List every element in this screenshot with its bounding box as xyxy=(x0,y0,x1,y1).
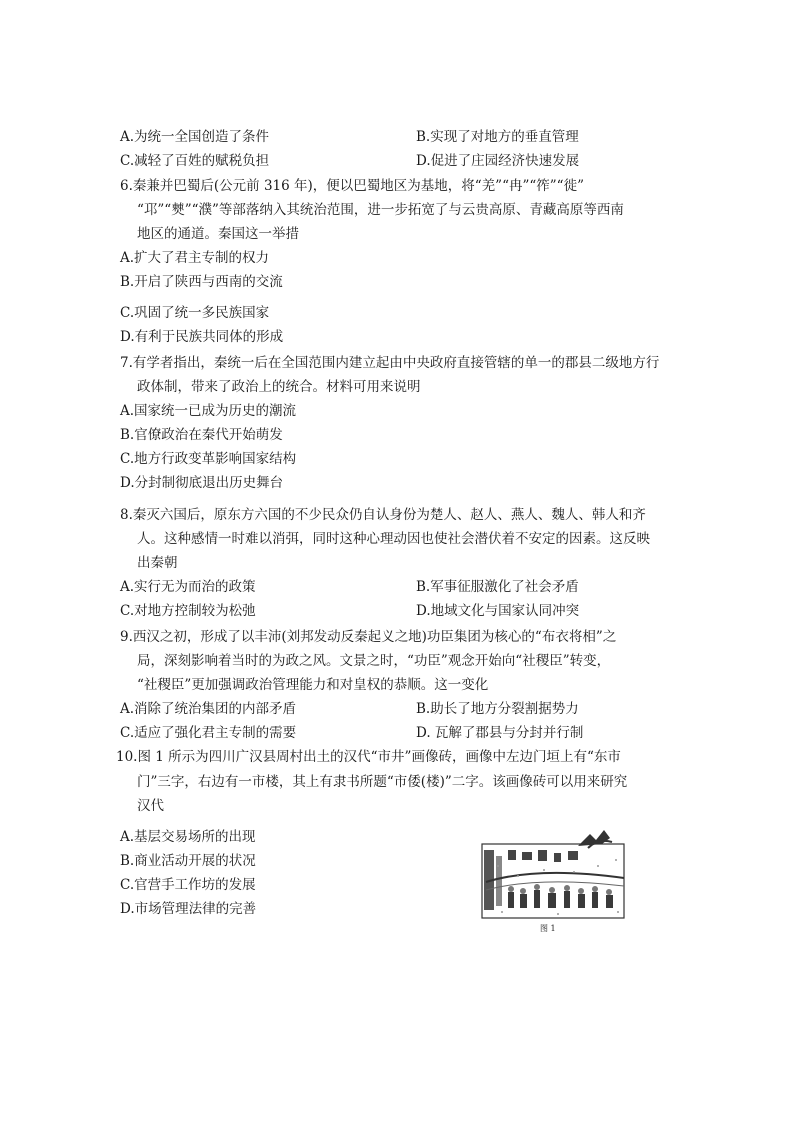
q8-option-b: B.军事征服激化了社会矛盾 xyxy=(416,579,579,595)
q8-stem-line-3: 出秦朝 xyxy=(137,555,178,571)
market-brick-figure xyxy=(478,826,628,922)
q7-stem-line-1: 7.有学者指出，秦统一后在全国范围内建立起由中央政府直接管辖的单一的郡县二级地方行 xyxy=(120,355,660,371)
q10-option-b: B.商业活动开展的状况 xyxy=(120,853,256,869)
q6-option-c: C.巩固了统一多民族国家 xyxy=(120,305,270,321)
q5-option-c: C.减轻了百姓的赋税负担 xyxy=(120,153,270,169)
q9-stem-line-3: “社稷臣”更加强调政治管理能力和对皇权的恭顺。这一变化 xyxy=(137,677,489,693)
q10-option-c: C.官营手工作坊的发展 xyxy=(120,877,256,893)
q9-stem-line-1: 9.西汉之初，形成了以丰沛(刘邦发动反秦起义之地)功臣集团为核心的“布衣将相”之 xyxy=(120,629,617,645)
q6-stem-line-1: 6.秦兼并巴蜀后(公元前 316 年)，便以巴蜀地区为基地，将“羌”“冉”“筰”“徙” xyxy=(120,178,584,194)
q7-option-b: B.官僚政治在秦代开始萌发 xyxy=(120,427,283,443)
figure-caption: 图 1 xyxy=(540,924,556,933)
q8-option-c: C.对地方控制较为松弛 xyxy=(120,603,256,619)
q10-option-d: D.市场管理法律的完善 xyxy=(120,901,257,917)
q5-option-b: B.实现了对地方的垂直管理 xyxy=(416,129,579,145)
q6-option-d: D.有利于民族共同体的形成 xyxy=(120,329,284,345)
q7-option-c: C.地方行政变革影响国家结构 xyxy=(120,451,297,467)
q9-option-b: B.助长了地方分裂割据势力 xyxy=(416,701,579,717)
q9-option-d: D. 瓦解了郡县与分封并行制 xyxy=(416,725,584,741)
q8-option-d: D.地域文化与国家认同冲突 xyxy=(416,603,580,619)
q10-stem-line-3: 汉代 xyxy=(137,798,164,814)
q6-option-b: B.开启了陕西与西南的交流 xyxy=(120,274,283,290)
q8-stem-line-1: 8.秦灭六国后，原东方六国的不少民众仍自认身份为楚人、赵人、燕人、魏人、韩人和齐 xyxy=(120,507,646,523)
q10-option-a: A.基层交易场所的出现 xyxy=(120,829,256,845)
q5-option-a: A.为统一全国创造了条件 xyxy=(120,129,270,145)
q7-option-d: D.分封制彻底退出历史舞台 xyxy=(120,475,284,491)
q10-stem-line-2: 门”三字，右边有一市楼，其上有隶书所题“市倭(楼)”二字。该画像砖可以用来研究 xyxy=(137,774,628,790)
q8-option-a: A.实行无为而治的政策 xyxy=(120,579,256,595)
q6-stem-line-2: “邛”“僰”“濮”等部落纳入其统治范围，进一步拓宽了与云贵高原、青藏高原等西南 xyxy=(137,202,624,218)
q9-option-c: C.适应了强化君主专制的需要 xyxy=(120,725,297,741)
q6-stem-line-3: 地区的通道。秦国这一举措 xyxy=(137,226,299,242)
q6-option-a: A.扩大了君主专制的权力 xyxy=(120,250,270,266)
q9-stem-line-2: 局，深刻影响着当时的为政之风。文景之时，“功臣”观念开始向“社稷臣”转变， xyxy=(137,653,611,669)
market-brick-image xyxy=(478,826,628,922)
q10-stem-line-1: 10.图 1 所示为四川广汉县周村出土的汉代“市井”画像砖，画像中左边门垣上有“东市 xyxy=(116,749,621,765)
q7-stem-line-2: 政体制，带来了政治上的统合。材料可用来说明 xyxy=(137,379,421,395)
q8-stem-line-2: 人。这种感情一时难以消弭，同时这种心理动因也使社会潜伏着不安定的因素。这反映 xyxy=(137,531,650,547)
q9-option-a: A.消除了统治集团的内部矛盾 xyxy=(120,701,297,717)
q7-option-a: A.国家统一已成为历史的潮流 xyxy=(120,403,297,419)
q5-option-d: D.促进了庄园经济快速发展 xyxy=(416,153,580,169)
